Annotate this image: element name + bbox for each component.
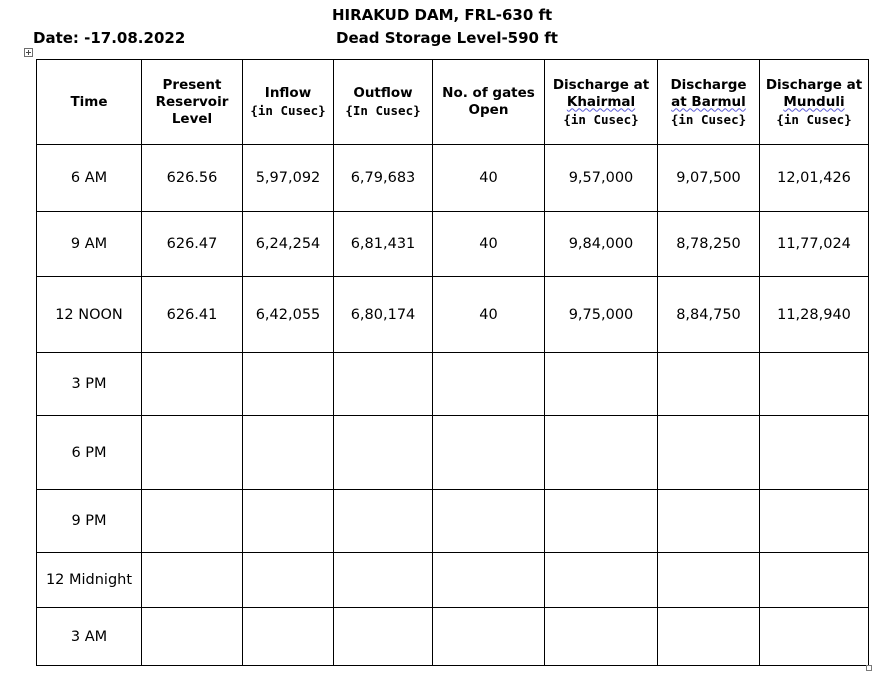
cell-outflow[interactable] [334, 608, 433, 666]
col-header-discharge-munduli [760, 60, 869, 145]
col-header-gates-open [433, 60, 545, 145]
dam-title: HIRAKUD DAM, FRL-630 ft [332, 6, 553, 24]
cell-discharge-barmul[interactable] [658, 490, 760, 553]
header-text: Reservoir [155, 93, 229, 110]
cell-outflow[interactable] [334, 416, 433, 490]
cell-discharge-barmul[interactable] [658, 416, 760, 490]
cell-discharge-khairmal[interactable] [545, 490, 658, 553]
cell-time: 3 PM [37, 353, 142, 416]
cell-discharge-khairmal[interactable] [545, 353, 658, 416]
cell-time: 9 PM [37, 490, 142, 553]
cell-discharge-munduli[interactable] [760, 416, 869, 490]
cell-discharge-khairmal[interactable] [545, 608, 658, 666]
cell-time: 3 AM [37, 608, 142, 666]
header-text-wrap [762, 94, 866, 111]
cell-gates-open[interactable] [433, 353, 545, 416]
cell-inflow: 6,42,055 [243, 277, 334, 353]
dam-status-table [36, 59, 869, 666]
cell-reservoir-level: 626.41 [142, 277, 243, 353]
header-text: Discharge at [765, 76, 863, 93]
header-unit: {in Cusec} [670, 111, 747, 127]
cell-reservoir-level[interactable] [142, 353, 243, 416]
cell-discharge-barmul: 8,84,750 [658, 277, 760, 353]
header-unit: {in Cusec} [250, 103, 326, 118]
cell-reservoir-level[interactable] [142, 490, 243, 553]
col-header-inflow [243, 60, 334, 145]
cell-discharge-munduli[interactable] [760, 553, 869, 608]
cell-outflow: 6,80,174 [334, 277, 433, 353]
col-header-discharge-khairmal [545, 60, 658, 145]
cell-discharge-barmul[interactable] [658, 353, 760, 416]
cell-gates-open: 40 [433, 212, 545, 277]
cell-discharge-barmul[interactable] [658, 553, 760, 608]
col-header-time [37, 60, 142, 145]
cell-reservoir-level[interactable] [142, 608, 243, 666]
col-header-discharge-barmul [658, 60, 760, 145]
cell-gates-open: 40 [433, 145, 545, 212]
cell-time: 12 NOON [37, 277, 142, 353]
header-text-wrap [547, 94, 655, 111]
col-header-outflow [334, 60, 433, 145]
header-text: at Barmul [671, 93, 746, 110]
header-text: Time [70, 93, 108, 110]
table-row [37, 490, 869, 553]
cell-outflow: 6,79,683 [334, 145, 433, 212]
dead-storage-level: Dead Storage Level-590 ft [336, 29, 558, 47]
table-row [37, 277, 869, 353]
cell-reservoir-level: 626.56 [142, 145, 243, 212]
cell-reservoir-level[interactable] [142, 416, 243, 490]
cell-gates-open[interactable] [433, 416, 545, 490]
cell-reservoir-level: 626.47 [142, 212, 243, 277]
table-resize-handle-icon[interactable] [866, 665, 872, 671]
cell-discharge-barmul: 9,07,500 [658, 145, 760, 212]
cell-outflow[interactable] [334, 553, 433, 608]
header-unit: {In Cusec} [345, 103, 421, 118]
header-text: Inflow [264, 85, 312, 101]
table-row [37, 212, 869, 277]
table-move-handle-icon[interactable] [24, 48, 33, 57]
cell-discharge-munduli: 12,01,426 [760, 145, 869, 212]
cell-outflow[interactable] [334, 353, 433, 416]
cell-inflow: 6,24,254 [243, 212, 334, 277]
cell-inflow[interactable] [243, 490, 334, 553]
cell-inflow[interactable] [243, 353, 334, 416]
col-header-reservoir-level [142, 60, 243, 145]
header-text: Munduli [783, 93, 845, 110]
header-unit: {in Cusec} [776, 111, 852, 127]
header-unit: {in Cusec} [563, 111, 639, 127]
header-text: Discharge [670, 76, 747, 93]
table-row [37, 353, 869, 416]
header-text: Level [171, 110, 213, 127]
cell-gates-open[interactable] [433, 553, 545, 608]
cell-reservoir-level[interactable] [142, 553, 243, 608]
cell-inflow[interactable] [243, 416, 334, 490]
table-row [37, 553, 869, 608]
cell-inflow[interactable] [243, 553, 334, 608]
header-text: Khairmal [566, 93, 636, 110]
cell-discharge-munduli[interactable] [760, 353, 869, 416]
cell-time: 6 PM [37, 416, 142, 490]
cell-time: 6 AM [37, 145, 142, 212]
table-row [37, 145, 869, 212]
cell-time: 12 Midnight [37, 553, 142, 608]
table-header-row [37, 60, 869, 145]
report-date: Date: -17.08.2022 [33, 29, 186, 47]
cell-discharge-khairmal[interactable] [545, 553, 658, 608]
cell-discharge-khairmal[interactable] [545, 416, 658, 490]
cell-discharge-munduli: 11,28,940 [760, 277, 869, 353]
cell-discharge-munduli[interactable] [760, 490, 869, 553]
cell-discharge-khairmal: 9,84,000 [545, 212, 658, 277]
cell-inflow: 5,97,092 [243, 145, 334, 212]
cell-discharge-khairmal: 9,75,000 [545, 277, 658, 353]
header-text-wrap [660, 94, 757, 111]
cell-outflow[interactable] [334, 490, 433, 553]
header-text: Discharge at [552, 76, 650, 93]
header-text: Present [162, 76, 222, 93]
cell-gates-open[interactable] [433, 608, 545, 666]
cell-outflow: 6,81,431 [334, 212, 433, 277]
cell-gates-open: 40 [433, 277, 545, 353]
header-text: No. of gates [442, 85, 535, 101]
cell-discharge-munduli: 11,77,024 [760, 212, 869, 277]
cell-inflow[interactable] [243, 608, 334, 666]
header-text: Outflow [353, 85, 413, 101]
cell-discharge-khairmal: 9,57,000 [545, 145, 658, 212]
table-row [37, 416, 869, 490]
cell-gates-open[interactable] [433, 490, 545, 553]
header-text: Open [468, 102, 509, 118]
cell-discharge-barmul[interactable] [658, 608, 760, 666]
cell-time: 9 AM [37, 212, 142, 277]
table-row [37, 608, 869, 666]
cell-discharge-barmul: 8,78,250 [658, 212, 760, 277]
cell-discharge-munduli[interactable] [760, 608, 869, 666]
